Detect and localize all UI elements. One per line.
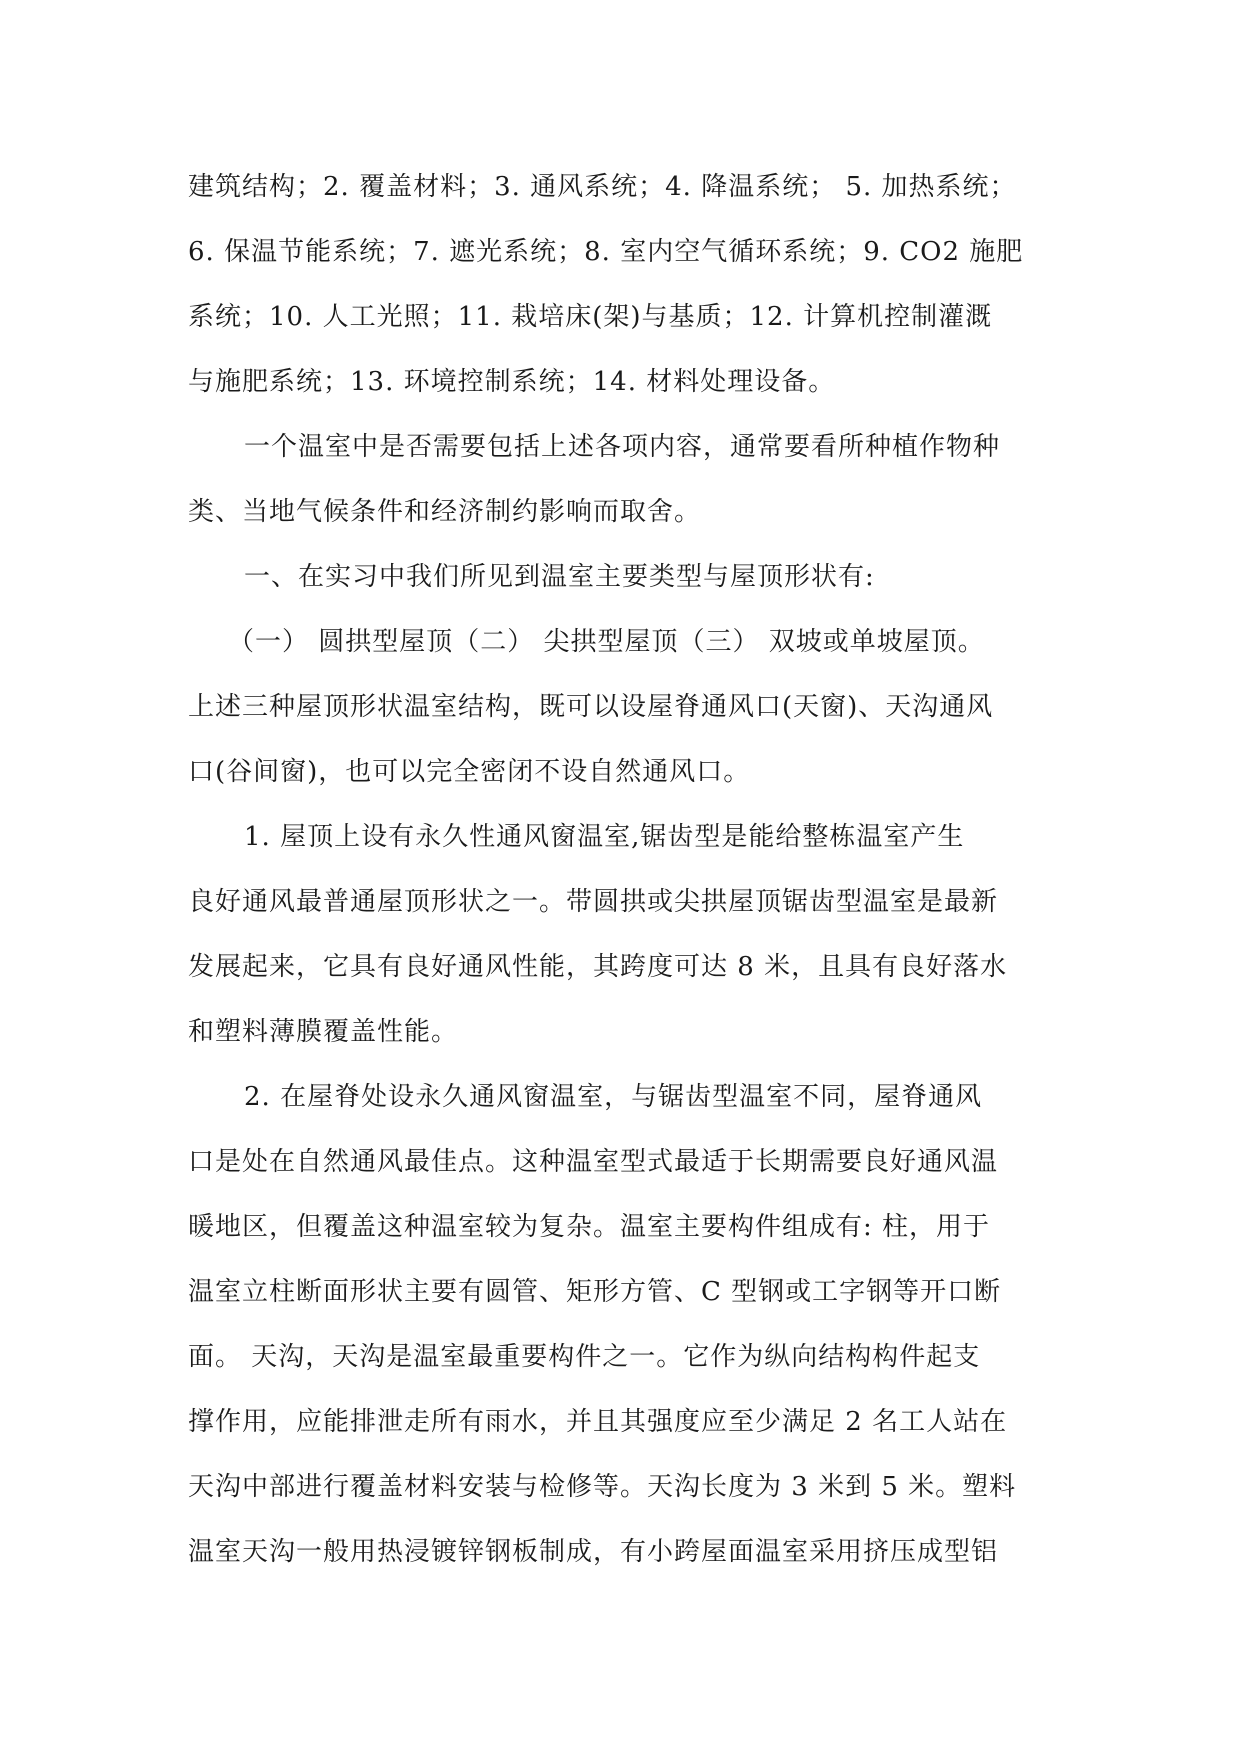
text-line: 系统；10. 人工光照；11. 栽培床(架)与基质；12. 计算机控制灌溉 (188, 302, 993, 332)
section-heading: 一、在实习中我们所见到温室主要类型与屋顶形状有: (244, 562, 875, 592)
text-line: 暖地区，但覆盖这种温室较为复杂。温室主要构件组成有: 柱，用于 (188, 1212, 991, 1242)
text-line: 口(谷间窗)，也可以完全密闭不设自然通风口。 (188, 757, 751, 787)
paragraph-start-line: （一） 圆拱型屋顶（二） 尖拱型屋顶（三） 双坡或单坡屋顶。 (228, 627, 985, 657)
text-line: 类、当地气候条件和经济制约影响而取舍。 (188, 497, 702, 527)
text-line: 建筑结构；2. 覆盖材料；3. 通风系统；4. 降温系统； 5. 加热系统； (188, 172, 1017, 202)
text-line: 温室立柱断面形状主要有圆管、矩形方管、C 型钢或工字钢等开口断 (188, 1277, 1002, 1307)
paragraph-start-line: 1. 屋顶上设有永久性通风窗温室,锯齿型是能给整栋温室产生 (244, 822, 965, 852)
text-line: 6. 保温节能系统；7. 遮光系统；8. 室内空气循环系统；9. CO2 施肥 (188, 237, 1024, 267)
paragraph-start-line: 2. 在屋脊处设永久通风窗温室，与锯齿型温室不同，屋脊通风 (244, 1082, 983, 1112)
text-line: 和塑料薄膜覆盖性能。 (188, 1017, 459, 1047)
text-line: 撑作用，应能排泄走所有雨水，并且其强度应至少满足 2 名工人站在 (188, 1407, 1008, 1437)
text-line: 面。 天沟，天沟是温室最重要构件之一。它作为纵向结构构件起支 (188, 1342, 981, 1372)
body-text (188, 155, 1056, 1585)
text-line: 上述三种屋顶形状温室结构，既可以设屋脊通风口(天窗)、天沟通风 (188, 692, 994, 722)
text-line: 发展起来，它具有良好通风性能，其跨度可达 8 米，且具有良好落水 (188, 952, 1008, 982)
text-line: 温室天沟一般用热浸镀锌钢板制成，有小跨屋面温室采用挤压成型铝 (188, 1537, 999, 1567)
text-line: 与施肥系统；13. 环境控制系统；14. 材料处理设备。 (188, 367, 836, 397)
paragraph-start-line: 一个温室中是否需要包括上述各项内容，通常要看所种植作物种 (244, 432, 1001, 462)
text-line: 口是处在自然通风最佳点。这种温室型式最适于长期需要良好通风温 (188, 1147, 999, 1177)
text-line: 天沟中部进行覆盖材料安装与检修等。天沟长度为 3 米到 5 米。塑料 (188, 1472, 1017, 1502)
text-line: 良好通风最普通屋顶形状之一。带圆拱或尖拱屋顶锯齿型温室是最新 (188, 887, 999, 917)
